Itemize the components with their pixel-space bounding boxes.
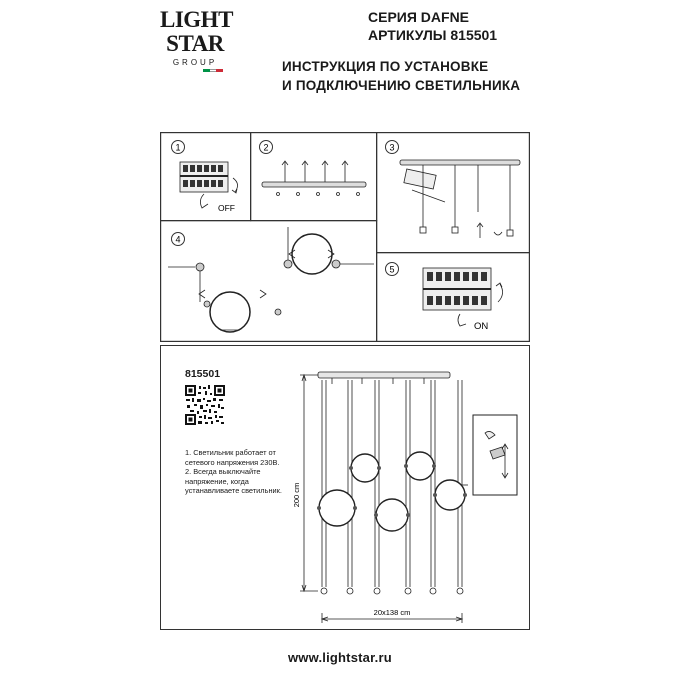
document-title [282, 57, 520, 95]
step4-panel [161, 221, 377, 342]
logo-line1: LIGHT [160, 7, 233, 32]
title-line2: И ПОДКЛЮЧЕНИЮ СВЕТИЛЬНИКА [282, 78, 521, 93]
width-label: 20x138 cm [373, 608, 411, 617]
product-article: 815501 [185, 368, 221, 380]
title-line1: ИНСТРУКЦИЯ ПО УСТАНОВКЕ [282, 59, 489, 74]
step1-number: 1 [175, 142, 181, 153]
logo-line2: STAR [166, 31, 224, 56]
canopy-bar [318, 372, 450, 378]
installation-steps-grid [160, 132, 530, 342]
note-voltage: 1. Светильник работает от сетевого напряжения 230В. [185, 448, 280, 467]
brand-logo [160, 7, 233, 67]
height-label: 200 cm [292, 482, 301, 508]
chandelier-dimension-drawing [290, 365, 530, 627]
step3-panel [377, 133, 530, 253]
canopy-wires-icon [262, 161, 366, 196]
note-switch-off: 2. Всегда выключайте напряжение, когда устанавливаете светильник. [185, 467, 282, 496]
rod-end-caps [321, 588, 463, 594]
step2-number: 2 [263, 142, 269, 153]
article-numbers: АРТИКУЛЫ 815501 [368, 27, 498, 43]
qr-code-icon [185, 385, 225, 425]
step4-number: 4 [175, 234, 181, 245]
ring-shades [319, 452, 465, 531]
height-dimension-line [300, 375, 318, 591]
logo-line3: GROUP [172, 58, 218, 67]
series-block [368, 8, 497, 44]
height-adjust-detail [462, 415, 517, 495]
step5-switch-label: ON [474, 321, 489, 332]
safety-notes [185, 448, 285, 496]
step5-number: 5 [389, 264, 395, 275]
step3-number: 3 [389, 142, 395, 153]
breaker-off-icon [180, 162, 238, 208]
breaker-on-icon [423, 268, 503, 326]
step1-switch-label: OFF [218, 203, 235, 213]
website-link[interactable]: www.lightstar.ru [288, 650, 392, 665]
italian-flag-icon [203, 69, 223, 72]
series-name: СЕРИЯ DAFNE [368, 9, 470, 25]
shade-connection-icon [168, 227, 374, 332]
mounting-canopy-icon [400, 160, 520, 238]
